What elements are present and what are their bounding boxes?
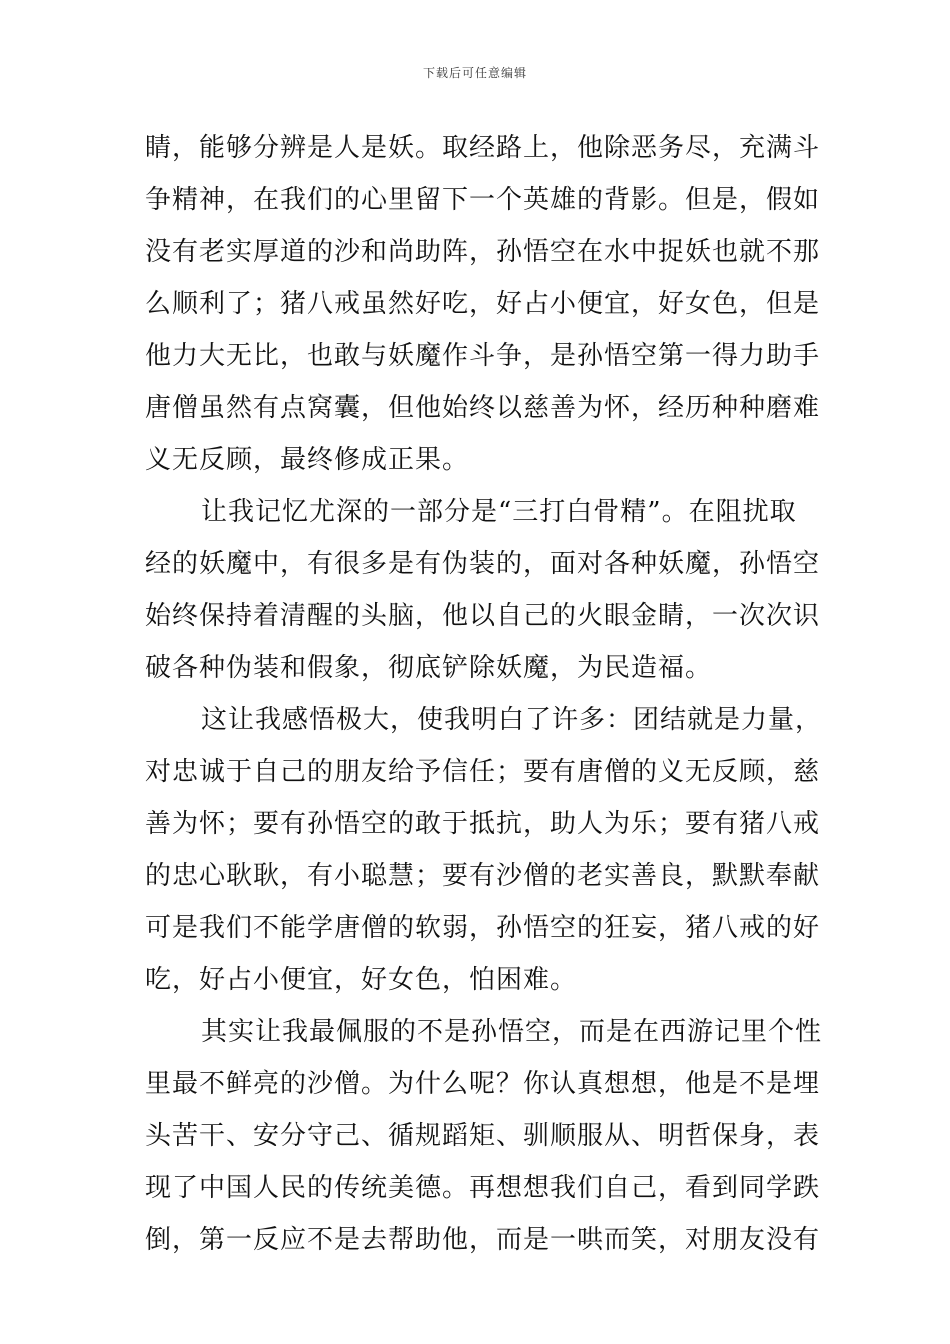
page-header: 下载后可任意编辑 <box>422 66 527 80</box>
text-line: 现了中国人民的传统美德。再想想我们自己，看到同学跌 <box>145 1173 821 1203</box>
text-line: 争精神，在我们的心里留下一个英雄的背影。但是，假如 <box>145 185 821 215</box>
text-line: 睛，能够分辨是人是妖。取经路上，他除恶务尽，充满斗 <box>145 133 821 163</box>
text-line: 头苦干、安分守己、循规蹈矩、驯顺服从、明哲保身，表 <box>145 1121 821 1151</box>
body-text <box>145 122 823 1266</box>
text-line: 始终保持着清醒的头脑，他以自己的火眼金睛，一次次识 <box>145 601 821 631</box>
paragraph-first-line: 其实让我最佩服的不是孙悟空，而是在西游记里个性 <box>201 1017 823 1047</box>
text-line: 唐僧虽然有点窝囊，但他始终以慈善为怀，经历种种磨难 <box>145 393 821 423</box>
text-line: 吃，好占小便宜，好女色，怕困难。 <box>145 965 578 995</box>
text-line: 么顺利了；猪八戒虽然好吃，好占小便宜，好女色，但是 <box>145 289 821 319</box>
text-line: 倒，第一反应不是去帮助他，而是一哄而笑，对朋友没有 <box>145 1225 821 1255</box>
text-line: 可是我们不能学唐僧的软弱，孙悟空的狂妄，猪八戒的好 <box>145 913 821 943</box>
text-line: 里最不鲜亮的沙僧。为什么呢？你认真想想，他是不是埋 <box>145 1069 821 1099</box>
text-line: 的忠心耿耿，有小聪慧；要有沙僧的老实善良，默默奉献 <box>145 861 821 891</box>
text-line: 对忠诚于自己的朋友给予信任；要有唐僧的义无反顾，慈 <box>145 757 821 787</box>
text-line: 破各种伪装和假象，彻底铲除妖魔，为民造福。 <box>145 653 713 683</box>
text-line: 义无反顾，最终修成正果。 <box>145 445 470 475</box>
text-line: 善为怀；要有孙悟空的敢于抵抗，助人为乐；要有猪八戒 <box>145 809 821 839</box>
text-line: 经的妖魔中，有很多是有伪装的，面对各种妖魔，孙悟空 <box>145 549 821 579</box>
text-line: 没有老实厚道的沙和尚助阵，孙悟空在水中捉妖也就不那 <box>145 237 821 267</box>
text-line: 他力大无比，也敢与妖魔作斗争，是孙悟空第一得力助手 <box>145 341 821 371</box>
paragraph-first-line: 让我记忆尤深的一部分是“三打白骨精”。在阻扰取 <box>201 497 797 527</box>
paragraph-first-line: 这让我感悟极大，使我明白了许多：团结就是力量， <box>201 705 823 735</box>
